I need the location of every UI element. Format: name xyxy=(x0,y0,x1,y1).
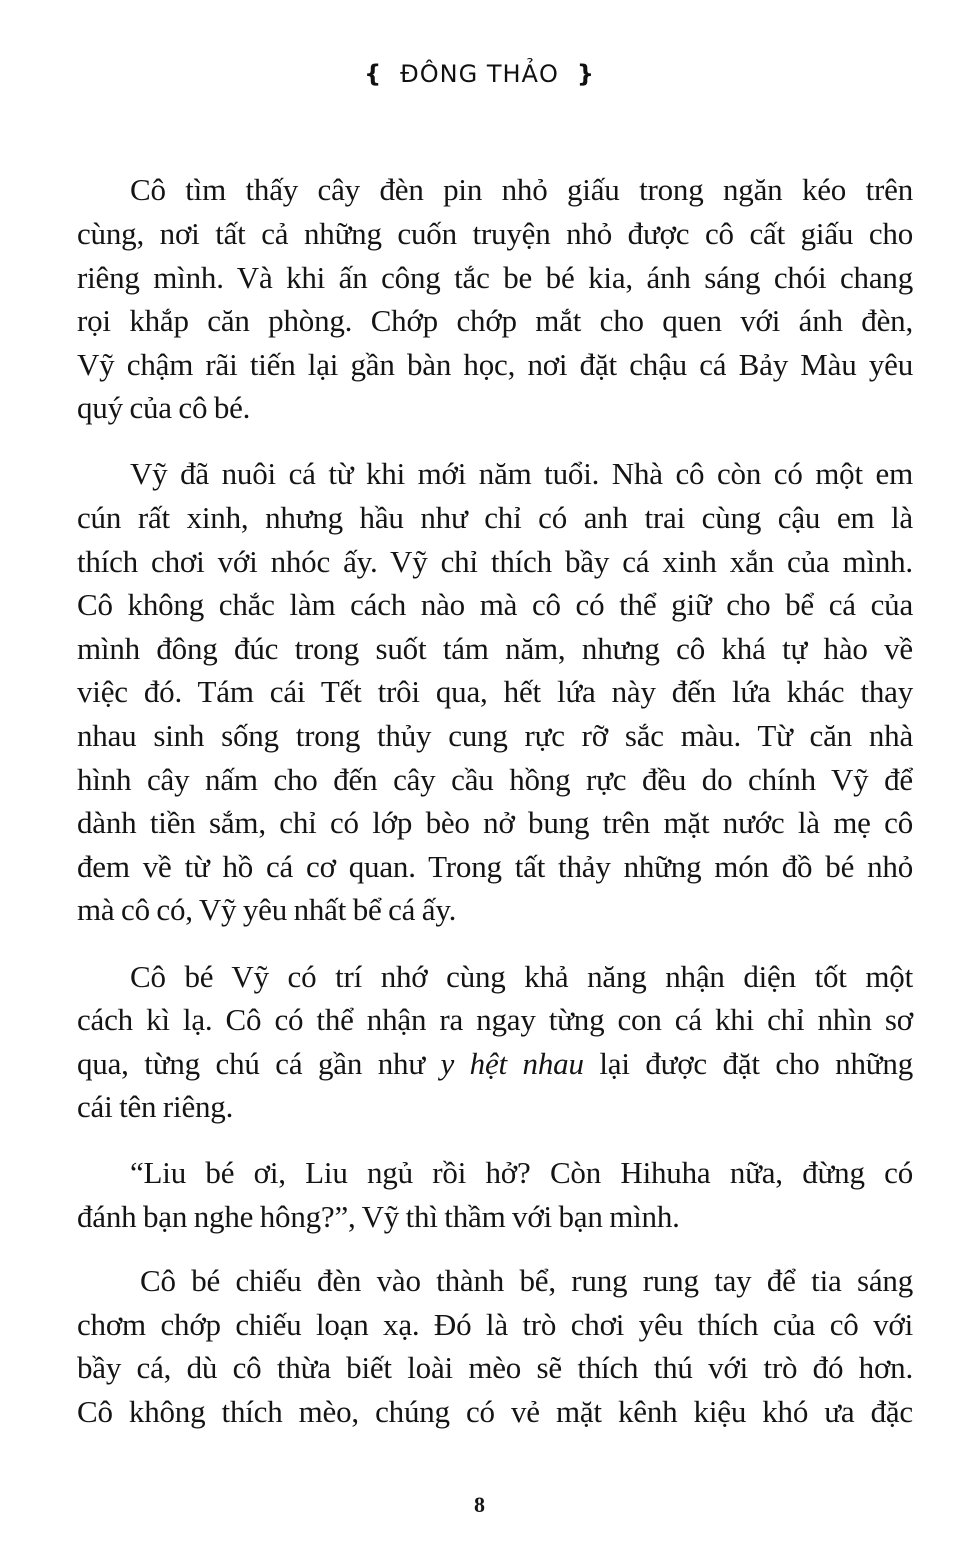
page-number: 8 xyxy=(474,1492,485,1517)
text-line-with-emphasis xyxy=(77,1042,913,1086)
text-span: lại được đặt cho những xyxy=(583,1046,913,1081)
text-line: hình cây nấm cho đến cây cầu hồng rực đều do chính Vỹ để xyxy=(77,762,913,797)
book-title-header: ĐÔNG THẢO xyxy=(400,60,559,88)
text-line: cùng, nơi tất cả những cuốn truyện nhỏ được cô cất giấu cho xyxy=(77,216,913,251)
text-line: quý của cô bé. xyxy=(77,390,251,425)
text-line: Vỹ chậm rãi tiến lại gần bàn học, nơi đặt chậu cá Bảy Màu yêu xyxy=(77,347,913,382)
text-line: mà cô có, Vỹ yêu nhất bể cá ấy. xyxy=(77,892,457,927)
text-line: đem về từ hồ cá cơ quan. Trong tất thảy những món đồ bé nhỏ xyxy=(77,849,913,884)
text-line: Cô bé Vỹ có trí nhớ cùng khả năng nhận diện tốt một xyxy=(130,959,913,994)
right-brace-ornament: } xyxy=(576,60,595,88)
left-brace-ornament: { xyxy=(364,60,383,88)
text-span: qua, từng chú cá gần như xyxy=(77,1046,441,1081)
text-line: thích chơi với nhóc ấy. Vỹ chỉ thích bầy cá xinh xắn của mình. xyxy=(77,544,913,579)
text-line: mình đông đúc trong suốt tám năm, nhưng cô khá tự hào về xyxy=(77,631,913,666)
text-line: việc đó. Tám cái Tết trôi qua, hết lứa này đến lứa khác thay xyxy=(77,674,913,709)
text-line: bầy cá, dù cô thừa biết loài mèo sẽ thích thú với trò đó hơn. xyxy=(77,1350,913,1385)
text-line: dành tiền sắm, chỉ có lớp bèo nở bung trên mặt nước là mẹ cô xyxy=(77,805,913,840)
text-line: Vỹ đã nuôi cá từ khi mới năm tuổi. Nhà cô còn có một em xyxy=(130,456,913,491)
text-line: Cô không thích mèo, chúng có vẻ mặt kênh kiệu khó ưa đặc xyxy=(77,1394,913,1429)
emphasized-text: y hệt nhau xyxy=(440,1046,584,1081)
text-line: cái tên riêng. xyxy=(77,1089,234,1124)
text-line: chơm chớp chiếu loạn xạ. Đó là trò chơi yêu thích của cô với xyxy=(77,1307,913,1342)
text-line: riêng mình. Và khi ấn công tắc be bé kia, ánh sáng chói chang xyxy=(77,260,913,295)
text-line: cún rất xinh, nhưng hầu như chỉ có anh trai cùng cậu em là xyxy=(77,500,913,535)
text-line: Cô tìm thấy cây đèn pin nhỏ giấu trong ngăn kéo trên xyxy=(130,172,913,207)
text-line: Cô không chắc làm cách nào mà cô có thể giữ cho bể cá của xyxy=(77,587,913,622)
text-line: đánh bạn nghe hông?”, Vỹ thì thầm với bạn mình. xyxy=(77,1199,680,1234)
text-line: Cô bé chiếu đèn vào thành bể, rung rung tay để tia sáng xyxy=(140,1263,913,1298)
text-line: “Liu bé ơi, Liu ngủ rồi hở? Còn Hihuha nữa, đừng có xyxy=(130,1155,913,1190)
text-line: nhau sinh sống trong thủy cung rực rỡ sắc màu. Từ căn nhà xyxy=(77,718,913,753)
text-line: cách kì lạ. Cô có thể nhận ra ngay từng con cá khi chỉ nhìn sơ xyxy=(77,1002,913,1037)
text-line: rọi khắp căn phòng. Chớp chớp mắt cho quen với ánh đèn, xyxy=(77,303,913,338)
